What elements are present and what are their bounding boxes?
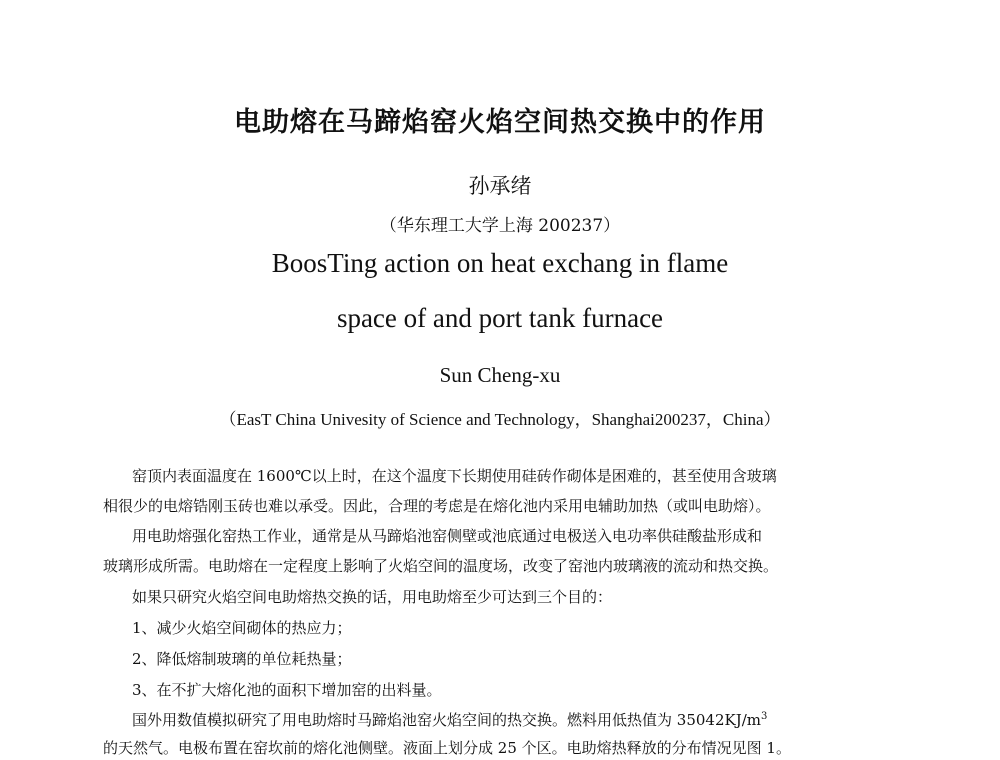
- body-text-line: 相很少的电熔锆刚玉砖也难以承受。因此，合理的考虑是在熔化池内采用电辅助加热（或叫电助熔）。: [103, 497, 771, 515]
- affiliation-chinese: （华东理工大学上海 200237）: [379, 216, 621, 236]
- list-item: 2、降低熔制玻璃的单位耗热量；: [132, 650, 352, 668]
- body-text-line: 窑顶内表面温度在 1600℃以上时，在这个温度下长期使用硅砖作砌体是困难的，甚至使用含玻璃: [132, 467, 777, 485]
- paper-title-english-line-1: BoosTing action on heat exchang in flame: [271, 248, 729, 278]
- author-chinese: 孙承绪: [468, 174, 532, 198]
- body-text-line: [132, 710, 767, 730]
- body-text-line: 玻璃形成所需。电助熔在一定程度上影响了火焰空间的温度场，改变了窑池内玻璃液的流动和热交换。: [103, 557, 779, 575]
- list-item: 1、减少火焰空间砌体的热应力；: [132, 619, 352, 637]
- unit-superscript: 3: [761, 711, 768, 722]
- body-text-line: 用电助熔强化窑热工作业，通常是从马蹄焰池窑侧壁或池底通过电极送入电功率供硅酸盐形成和: [132, 527, 763, 545]
- body-text-line: 如果只研究火焰空间电助熔热交换的话，用电助熔至少可达到三个目的：: [132, 588, 613, 606]
- affiliation-english: （EasT China Univesity of Science and Technology，Shanghai200237，China）: [219, 410, 781, 429]
- body-text-line: 的天然气。电极布置在窑坎前的熔化池侧壁。液面上划分成 25 个区。电助熔热释放的分布情况见图 1。: [103, 739, 791, 757]
- paper-title-english-line-2: space of and port tank furnace: [336, 303, 664, 333]
- author-english: Sun Cheng-xu: [439, 363, 561, 387]
- paper-title-chinese: 电助熔在马蹄焰窑火焰空间热交换中的作用: [234, 107, 766, 138]
- list-item: 3、在不扩大熔化池的面积下增加窑的出料量。: [132, 681, 442, 699]
- body-text-span: 国外用数值模拟研究了用电助熔时马蹄焰池窑火焰空间的热交换。燃料用低热值为 35042KJ/m: [132, 711, 761, 729]
